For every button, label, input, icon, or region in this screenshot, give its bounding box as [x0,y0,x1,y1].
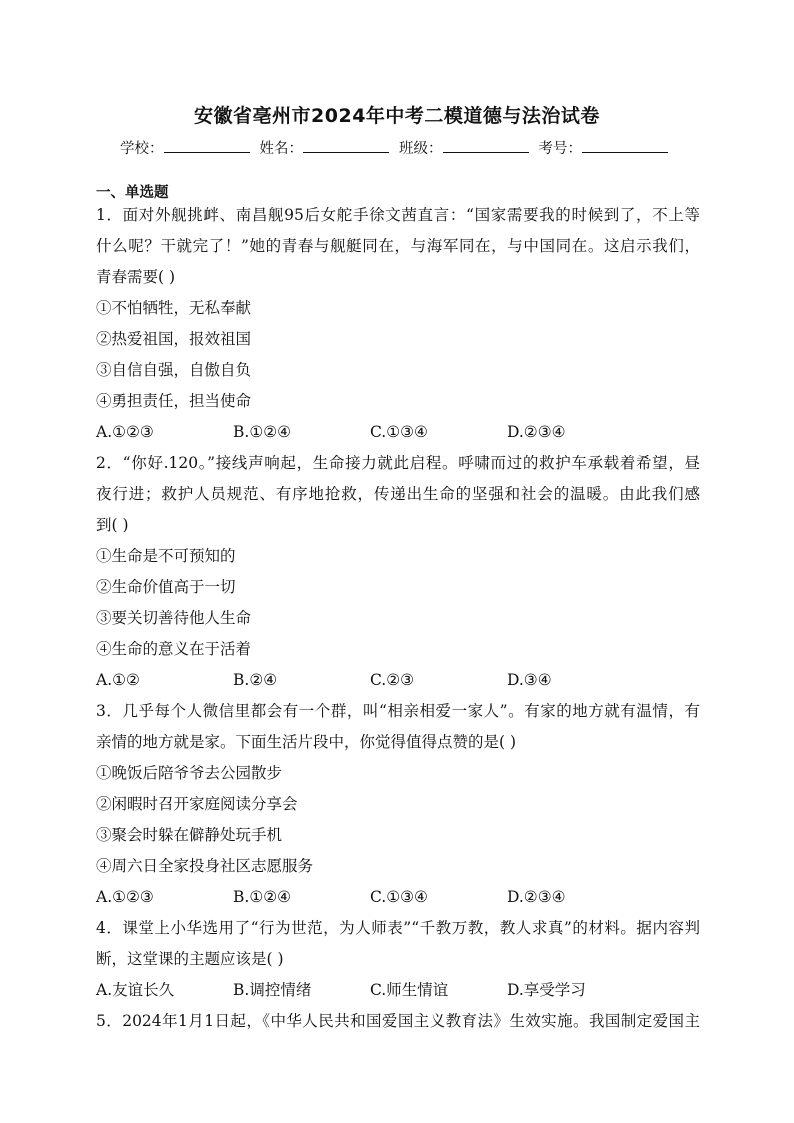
student-info-row [0,137,794,158]
option-c[interactable]: C.①③④ [370,423,428,441]
question-2 [96,448,700,696]
section-heading: 一、单选题 [96,185,169,201]
school-label: 学校： [120,141,164,157]
option-a[interactable]: A.①② [96,671,140,689]
question-stem-line: 5．2024年1月1日起，《中华人民共和国爱国主义教育法》生效实施。我国制定爱国主 [96,1012,700,1030]
statement-item: ①生命是不可预知的 [96,547,236,565]
question-stem-line: 什么呢？干就完了！”她的青春与舰艇同在，与海军同在，与中国同在。这启示我们， [96,237,700,255]
option-a[interactable]: A.友谊长久 [96,981,175,999]
name-blank[interactable] [303,138,389,153]
option-b[interactable]: B.②④ [233,671,278,689]
statement-item: ②闲暇时召开家庭阅读分享会 [96,795,298,813]
option-c[interactable]: C.师生情谊 [370,981,449,999]
question-1 [96,200,700,448]
statement-item: ②热爱祖国，报效祖国 [96,330,252,348]
question-stem-line: 亲情的地方就是家。下面生活片段中，你觉得值得点赞的是( ) [96,733,517,751]
question-5 [96,1006,700,1037]
option-b[interactable]: B.①②④ [233,423,292,441]
answer-options [96,417,700,448]
statement-item: ②生命价值高于一切 [96,578,236,596]
answer-options [96,975,700,1006]
question-stem-line: 到( ) [96,516,129,534]
exam-number-label: 考号： [538,141,582,157]
statement-item: ①晚饭后陪爷爷去公园散步 [96,764,283,782]
option-c[interactable]: C.①③④ [370,888,428,906]
question-stem-line: 夜行进；救护人员规范、有序地抢救，传递出生命的坚强和社会的温暖。由此我们感 [96,485,700,503]
class-field [399,137,535,158]
exam-title: 安徽省亳州市2024年中考二模道德与法治试卷 [194,105,600,127]
option-d[interactable]: D.③④ [507,671,552,689]
answer-options [96,882,700,913]
option-b[interactable]: B.①②④ [233,888,292,906]
school-blank[interactable] [164,138,250,153]
option-a[interactable]: A.①②③ [96,888,154,906]
question-stem-line: 青春需要( ) [96,268,176,286]
name-field [260,137,396,158]
question-4 [96,913,700,1006]
option-c[interactable]: C.②③ [370,671,415,689]
question-3 [96,696,700,913]
question-stem-line: 2．“你好.120。”接线声响起，生命接力就此启程。呼啸而过的救护车承载着希望，昼 [96,454,700,472]
name-label: 姓名： [259,141,303,157]
statement-item: ④勇担责任，担当使命 [96,392,252,410]
statement-item: ③要关切善待他人生命 [96,609,252,627]
option-d[interactable]: D.②③④ [507,423,566,441]
statement-item: ①不怕牺牲，无私奉献 [96,299,252,317]
question-stem-line: 3．几乎每个人微信里都会有一个群，叫“相亲相爱一家人”。有家的地方就有温情，有 [96,702,700,720]
statement-item: ③自信自强，自傲自负 [96,361,252,379]
answer-options [96,665,700,696]
question-stem-line: 1．面对外舰挑衅、南昌舰95后女舵手徐文茜直言：“国家需要我的时候到了，不上等 [96,206,700,224]
school-field [120,137,256,158]
statement-item: ③聚会时躲在僻静处玩手机 [96,826,283,844]
exam-number-blank[interactable] [582,138,668,153]
statement-item: ④周六日全家投身社区志愿服务 [96,857,314,875]
class-label: 班级： [399,141,443,157]
option-d[interactable]: D.②③④ [507,888,566,906]
question-stem-line: 断，这堂课的主题应该是( ) [96,950,284,968]
question-list [96,200,700,1037]
class-blank[interactable] [443,138,529,153]
option-a[interactable]: A.①②③ [96,423,154,441]
option-d[interactable]: D.享受学习 [507,981,586,999]
option-b[interactable]: B.调控情绪 [233,981,312,999]
question-stem-line: 4．课堂上小华选用了“行为世范，为人师表”“千教万教，教人求真”的材料。据内容判 [96,919,700,937]
exam-number-field [539,137,675,158]
statement-item: ④生命的意义在于活着 [96,640,252,658]
